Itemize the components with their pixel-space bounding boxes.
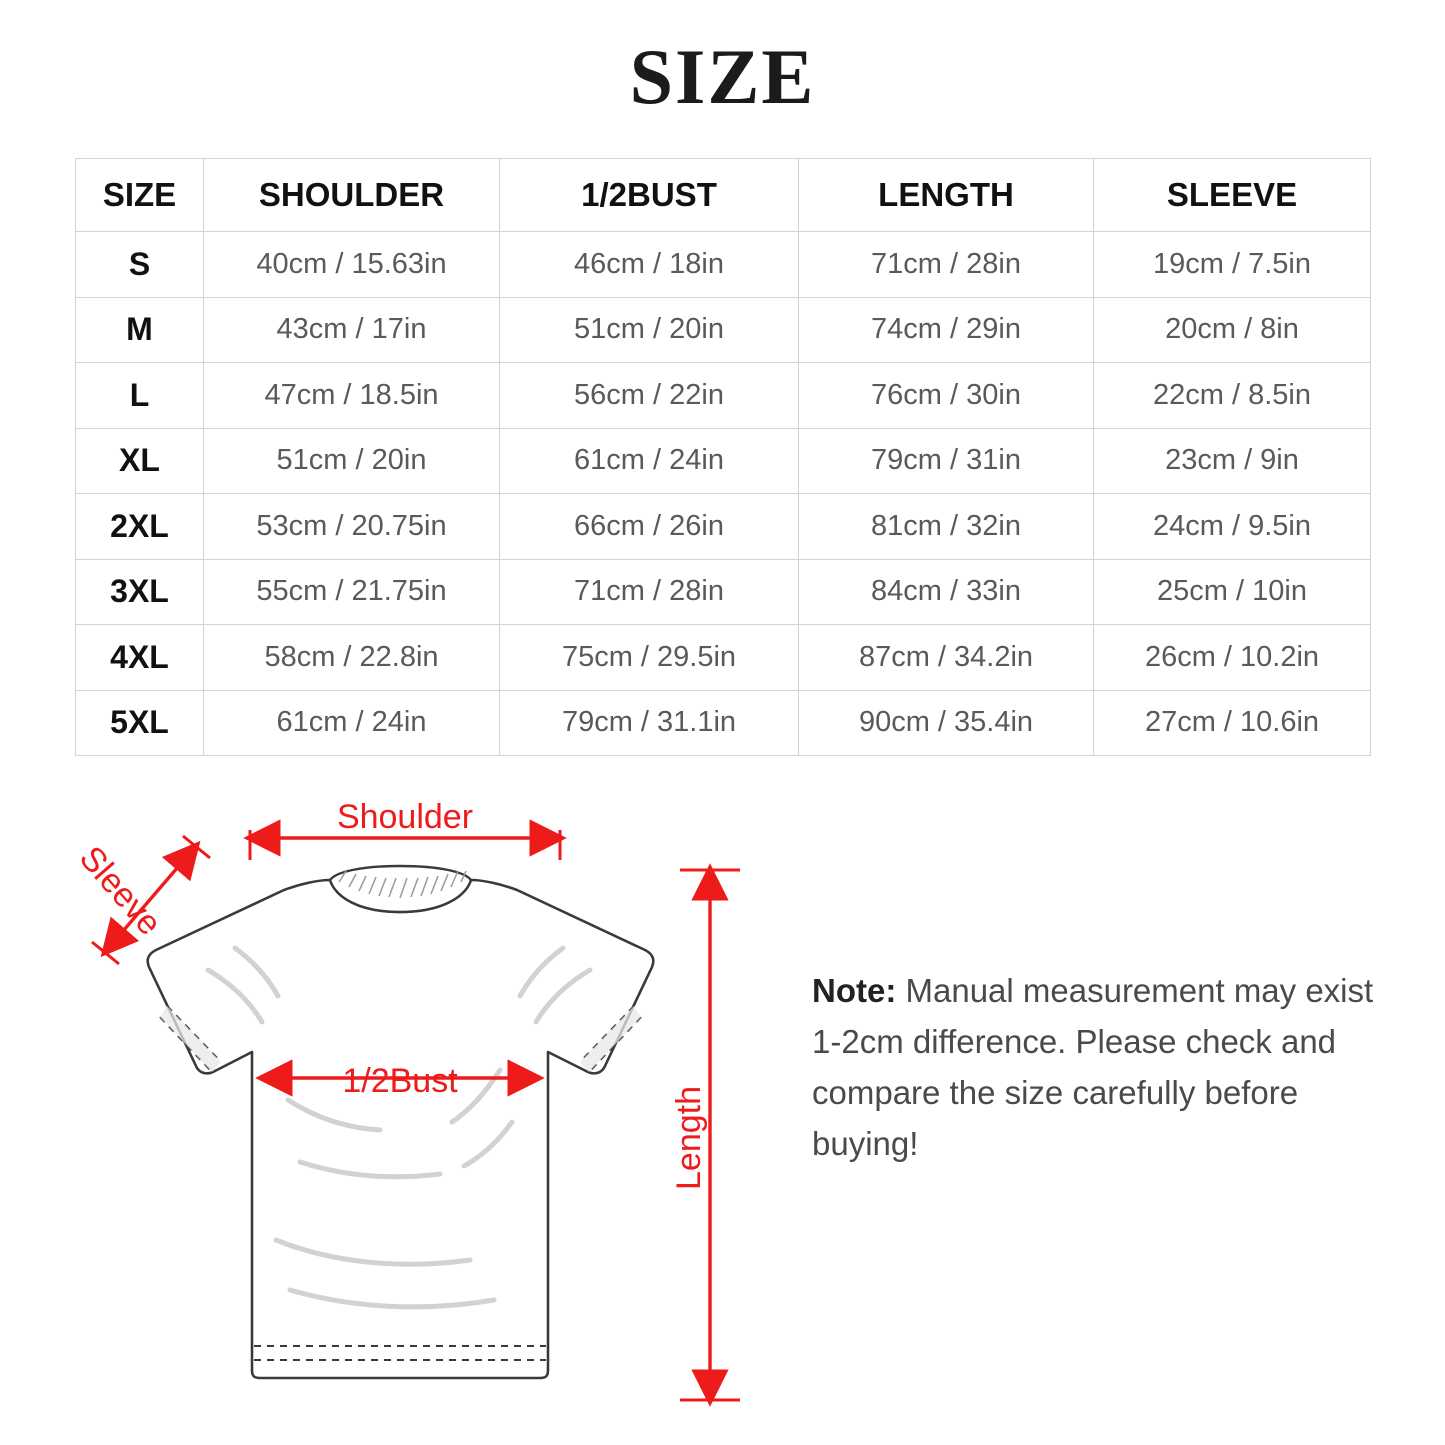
column-header-size: SIZE xyxy=(76,159,204,232)
cell-bust: 71cm / 28in xyxy=(500,559,799,625)
cell-shoulder: 47cm / 18.5in xyxy=(204,363,500,429)
table-row xyxy=(76,625,1371,691)
cell-bust: 56cm / 22in xyxy=(500,363,799,429)
cell-size: 3XL xyxy=(76,559,204,625)
column-header-sleeve: SLEEVE xyxy=(1094,159,1371,232)
cell-length: 90cm / 35.4in xyxy=(799,690,1094,756)
cell-bust: 79cm / 31.1in xyxy=(500,690,799,756)
cell-bust: 46cm / 18in xyxy=(500,232,799,298)
cell-size: XL xyxy=(76,428,204,494)
cell-size: L xyxy=(76,363,204,429)
page-title: SIZE xyxy=(629,33,816,120)
cell-size: 4XL xyxy=(76,625,204,691)
table-row xyxy=(76,428,1371,494)
tshirt-measurement-diagram xyxy=(0,770,820,1445)
cell-sleeve: 26cm / 10.2in xyxy=(1094,625,1371,691)
table-row xyxy=(76,559,1371,625)
table-row xyxy=(76,363,1371,429)
cell-length: 74cm / 29in xyxy=(799,297,1094,363)
sleeve-label: Sleeve xyxy=(71,839,169,943)
cell-sleeve: 22cm / 8.5in xyxy=(1094,363,1371,429)
cell-bust: 61cm / 24in xyxy=(500,428,799,494)
column-header-length: LENGTH xyxy=(799,159,1094,232)
cell-shoulder: 51cm / 20in xyxy=(204,428,500,494)
table-row xyxy=(76,297,1371,363)
cell-length: 71cm / 28in xyxy=(799,232,1094,298)
cell-shoulder: 40cm / 15.63in xyxy=(204,232,500,298)
table-row xyxy=(76,232,1371,298)
bust-label: 1/2Bust xyxy=(342,1062,458,1100)
table-row xyxy=(76,690,1371,756)
cell-sleeve: 24cm / 9.5in xyxy=(1094,494,1371,560)
column-header-bust: 1/2BUST xyxy=(500,159,799,232)
cell-shoulder: 55cm / 21.75in xyxy=(204,559,500,625)
length-label: Length xyxy=(670,1086,708,1190)
cell-length: 81cm / 32in xyxy=(799,494,1094,560)
cell-shoulder: 61cm / 24in xyxy=(204,690,500,756)
table-row xyxy=(76,494,1371,560)
cell-size: S xyxy=(76,232,204,298)
cell-sleeve: 20cm / 8in xyxy=(1094,297,1371,363)
tshirt-illustration xyxy=(148,866,654,1378)
cell-shoulder: 43cm / 17in xyxy=(204,297,500,363)
cell-sleeve: 23cm / 9in xyxy=(1094,428,1371,494)
cell-shoulder: 58cm / 22.8in xyxy=(204,625,500,691)
column-header-shoulder: SHOULDER xyxy=(204,159,500,232)
cell-bust: 66cm / 26in xyxy=(500,494,799,560)
cell-bust: 75cm / 29.5in xyxy=(500,625,799,691)
cell-size: M xyxy=(76,297,204,363)
cell-sleeve: 27cm / 10.6in xyxy=(1094,690,1371,756)
size-chart-table xyxy=(75,158,1371,756)
cell-sleeve: 19cm / 7.5in xyxy=(1094,232,1371,298)
cell-size: 5XL xyxy=(76,690,204,756)
sleeve-tick-bottom xyxy=(92,942,119,964)
table-header-row xyxy=(76,159,1371,232)
note-text: Manual measurement may exist 1-2cm difference. Please check and compare the size carefully before buying! xyxy=(812,972,1374,1163)
shoulder-label: Shoulder xyxy=(336,798,474,836)
cell-length: 79cm / 31in xyxy=(799,428,1094,494)
cell-sleeve: 25cm / 10in xyxy=(1094,559,1371,625)
note-label: Note: xyxy=(812,972,897,1009)
cell-bust: 51cm / 20in xyxy=(500,297,799,363)
cell-shoulder: 53cm / 20.75in xyxy=(204,494,500,560)
cell-length: 84cm / 33in xyxy=(799,559,1094,625)
cell-length: 87cm / 34.2in xyxy=(799,625,1094,691)
cell-size: 2XL xyxy=(76,494,204,560)
note-block xyxy=(812,965,1397,1170)
cell-length: 76cm / 30in xyxy=(799,363,1094,429)
